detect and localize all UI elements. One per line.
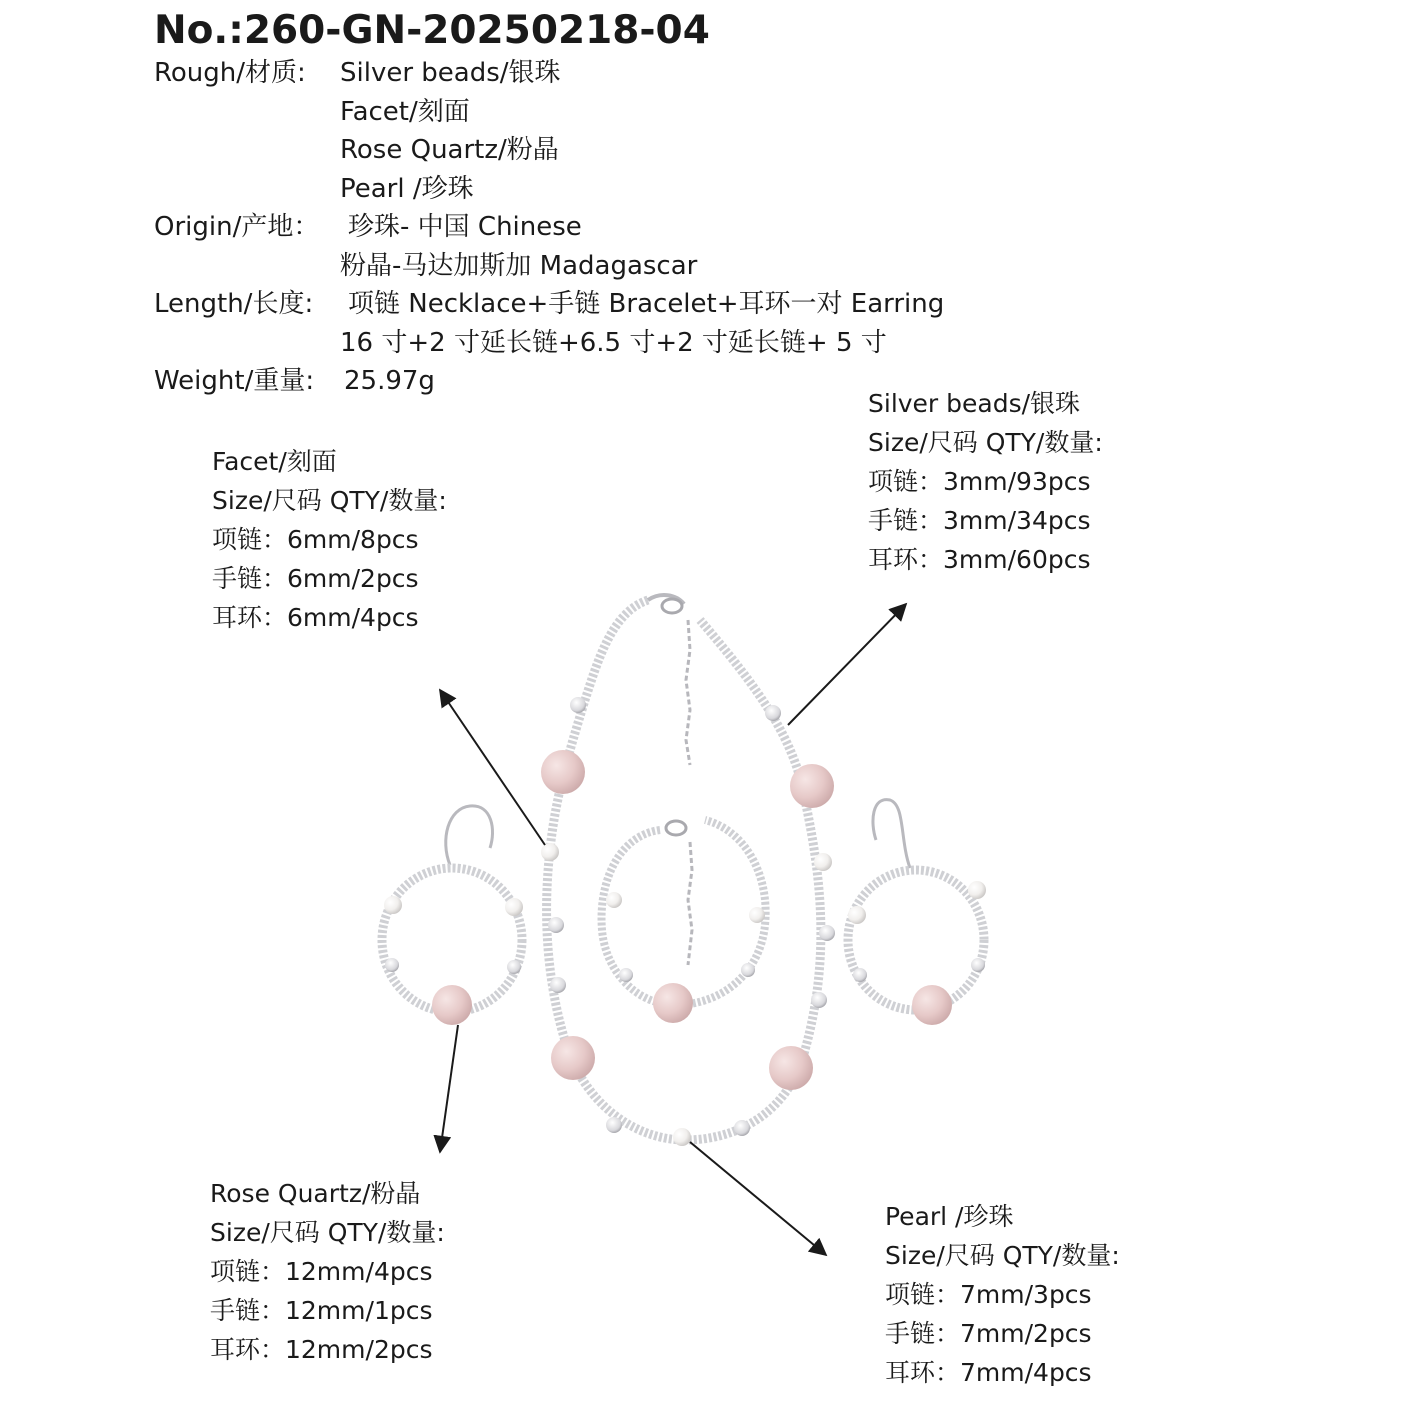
pearl-bead <box>673 1128 691 1146</box>
callout-title: Silver beads/银珠 <box>868 389 1081 418</box>
ear-hook-icon <box>873 800 910 868</box>
callout-earring: 耳环：7mm/4pcs <box>885 1358 1092 1387</box>
rough-value: Silver beads/银珠 <box>340 58 561 88</box>
rose-quartz-bead <box>551 1036 595 1080</box>
weight-label: Weight/重量: <box>154 366 315 396</box>
extender-chain <box>686 620 690 765</box>
earring-hoop <box>848 870 984 1010</box>
facet-bead <box>550 977 566 993</box>
ear-hook-icon <box>446 806 493 865</box>
callout-bracelet: 手链：6mm/2pcs <box>212 564 419 593</box>
earring-right <box>848 800 986 1025</box>
silver-arrow <box>788 604 906 725</box>
facet-bead <box>570 697 586 713</box>
bracelet <box>602 820 766 1023</box>
facet-bead <box>606 1117 622 1133</box>
callout-size-label: Size/尺码 QTY/数量: <box>210 1218 445 1247</box>
callout-title: Rose Quartz/粉晶 <box>210 1179 421 1208</box>
pearl-bead <box>505 898 523 916</box>
product-number: No.:260-GN-20250218-04 <box>154 8 710 53</box>
pearl-bead <box>606 892 622 908</box>
necklace <box>541 595 835 1146</box>
callout-size-label: Size/尺码 QTY/数量: <box>868 428 1103 457</box>
facet-bead <box>734 1120 750 1136</box>
rose-quartz-bead <box>432 985 472 1025</box>
callout-size-label: Size/尺码 QTY/数量: <box>212 486 447 515</box>
callout-title: Pearl /珍珠 <box>885 1202 1014 1231</box>
callout-earring: 耳环：12mm/2pcs <box>210 1335 433 1364</box>
rose-quartz-bead <box>790 764 834 808</box>
rose-quartz-bead <box>541 750 585 794</box>
clasp-icon <box>662 599 682 613</box>
facet-bead <box>741 963 755 977</box>
facet-bead <box>971 958 985 972</box>
callout-bracelet: 手链：3mm/34pcs <box>868 506 1091 535</box>
callout-earring: 耳环：3mm/60pcs <box>868 545 1091 574</box>
facet-bead <box>507 960 521 974</box>
length-value: 16 寸+2 寸延长链+6.5 寸+2 寸延长链+ 5 寸 <box>340 327 887 358</box>
facet-bead <box>765 705 781 721</box>
extender-chain <box>688 842 692 965</box>
callout-title: Facet/刻面 <box>212 447 337 476</box>
rough-value: Pearl /珍珠 <box>340 173 474 204</box>
facet-bead <box>819 925 835 941</box>
facet-bead <box>853 968 867 982</box>
pearl-bead <box>541 843 559 861</box>
callout-size-label: Size/尺码 QTY/数量: <box>885 1241 1120 1270</box>
rose-quartz-bead <box>769 1046 813 1090</box>
weight-value: 25.97g <box>344 366 435 396</box>
rose-quartz-bead <box>653 983 693 1023</box>
callout-bracelet: 手链：7mm/2pcs <box>885 1319 1092 1348</box>
facet-bead <box>385 958 399 972</box>
callout-necklace: 项链：3mm/93pcs <box>868 467 1091 496</box>
callout-bracelet: 手链：12mm/1pcs <box>210 1296 433 1325</box>
earring-left <box>382 806 523 1025</box>
length-value: 项链 Necklace+手链 Bracelet+耳环一对 Earring <box>348 289 945 319</box>
callout-necklace: 项链：7mm/3pcs <box>885 1280 1092 1309</box>
rough-label: Rough/材质: <box>154 58 306 88</box>
origin-label: Origin/产地： <box>154 212 320 242</box>
origin-value: 珍珠- 中国 Chinese <box>348 212 582 242</box>
pearl-bead <box>814 853 832 871</box>
callout-necklace: 项链：12mm/4pcs <box>210 1257 433 1286</box>
callout-necklace: 项链：6mm/8pcs <box>212 525 419 554</box>
rough-value: Rose Quartz/粉晶 <box>340 135 559 165</box>
origin-value: 粉晶-马达加斯加 Madagascar <box>340 250 698 281</box>
callout-earring: 耳环：6mm/4pcs <box>212 603 419 632</box>
rough-value: Facet/刻面 <box>340 96 470 127</box>
pearl-bead <box>848 906 866 924</box>
facet-bead <box>811 992 827 1008</box>
pearl-bead <box>749 907 765 923</box>
rose-quartz-arrow <box>440 1025 458 1152</box>
facet-bead <box>619 968 633 982</box>
clasp-icon <box>666 821 686 835</box>
pearl-bead <box>968 881 986 899</box>
pearl-arrow <box>690 1142 826 1255</box>
facet-bead <box>548 917 564 933</box>
pearl-bead <box>384 896 402 914</box>
rose-quartz-bead <box>912 985 952 1025</box>
length-label: Length/长度: <box>154 289 314 319</box>
